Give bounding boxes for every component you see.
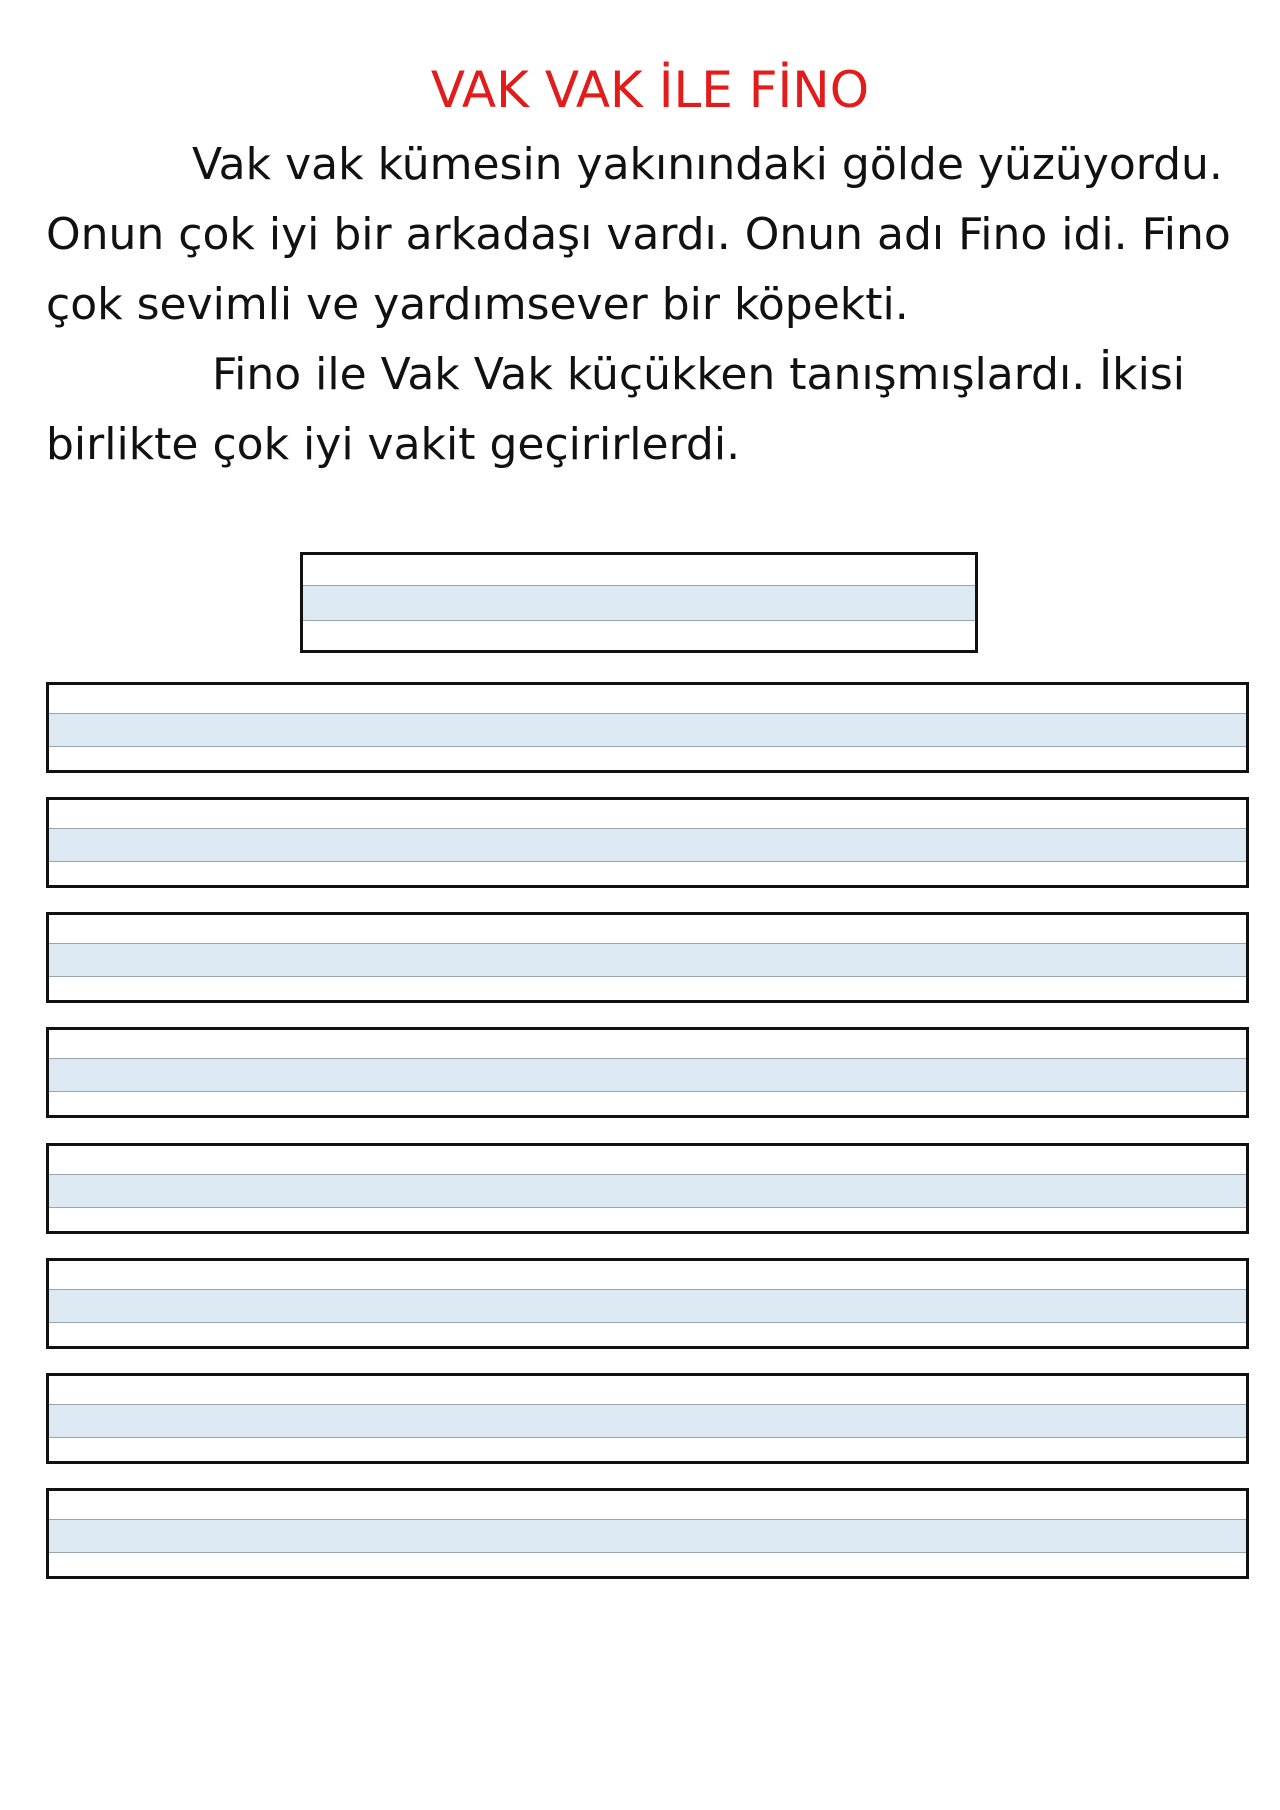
writing-line[interactable] xyxy=(46,797,1249,888)
midline-band xyxy=(49,1404,1246,1438)
midline-band xyxy=(49,1058,1246,1092)
writing-line[interactable] xyxy=(46,1488,1249,1579)
writing-line[interactable] xyxy=(46,1258,1249,1349)
writing-line[interactable] xyxy=(46,1373,1249,1464)
writing-line[interactable] xyxy=(46,1143,1249,1234)
paragraph-line: Vak vak kümesin yakınındaki gölde yüzüyordu. xyxy=(192,139,1223,190)
writing-line[interactable] xyxy=(46,682,1249,773)
paragraph-line: birlikte çok iyi vakit geçirirlerdi. xyxy=(46,419,741,470)
paragraph-line: Fino ile Vak Vak küçükken tanışmışlardı. İkisi xyxy=(212,349,1186,400)
writing-line[interactable] xyxy=(46,912,1249,1003)
midline-band xyxy=(49,943,1246,977)
paragraph-line: çok sevimli ve yardımsever bir köpekti. xyxy=(46,279,909,330)
worksheet-title: VAK VAK İLE FİNO xyxy=(430,61,870,119)
midline-band xyxy=(49,713,1246,747)
midline-band xyxy=(49,828,1246,862)
paragraph-line: Onun çok iyi bir arkadaşı vardı. Onun adı Fino idi. Fino xyxy=(46,209,1231,260)
title-writing-box[interactable] xyxy=(300,552,978,653)
midline-band xyxy=(49,1519,1246,1553)
midline-band xyxy=(49,1289,1246,1323)
midline-band xyxy=(303,585,975,621)
writing-line[interactable] xyxy=(46,1027,1249,1118)
midline-band xyxy=(49,1174,1246,1208)
